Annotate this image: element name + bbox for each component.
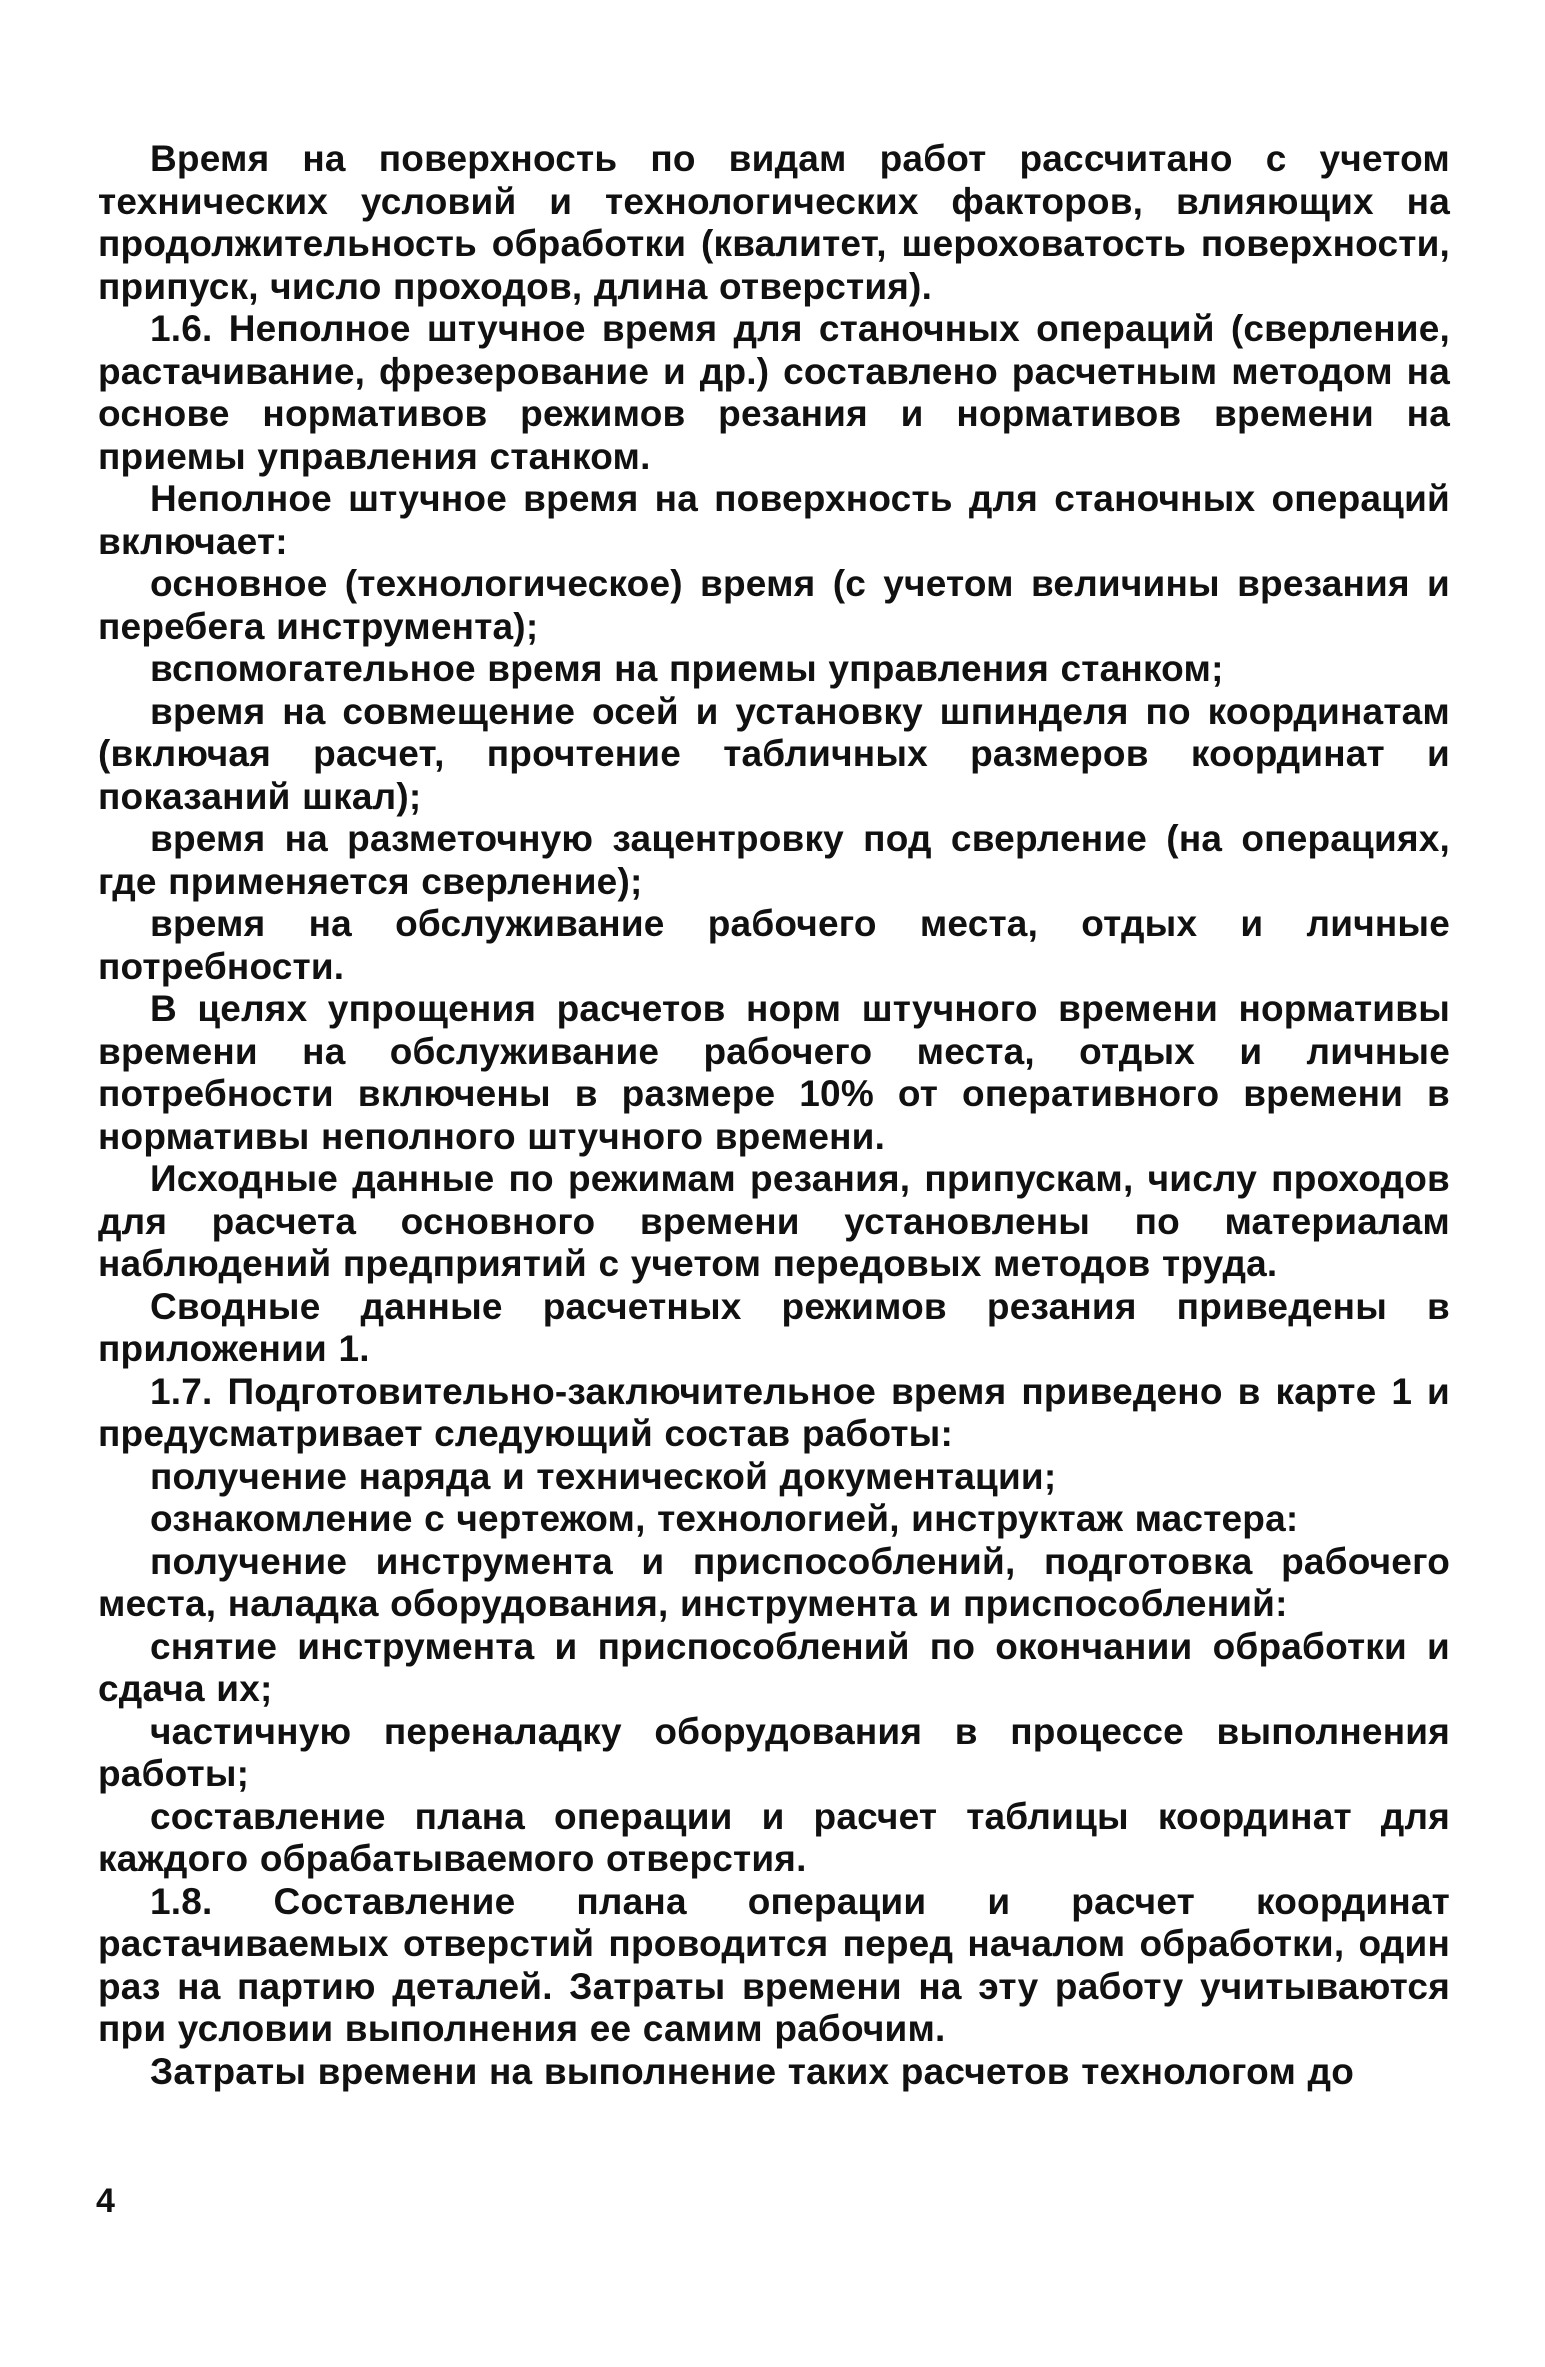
paragraph: получение инструмента и приспособлений, подготовка рабочего места, наладка оборудования, инструмента и приспособлений: <box>98 1540 1450 1624</box>
paragraph: снятие инструмента и приспособлений по окончании обработки и сдача их; <box>98 1625 1450 1709</box>
paragraph: частичную переналадку оборудования в процессе выполнения работы; <box>98 1710 1450 1794</box>
paragraph: 1.6. Неполное штучное время для станочных операций (сверление, растачивание, фрезерование и др.) составлено расчетным методом на основе нормативов режимов резания и нормативов времени на приемы управления станком. <box>98 308 1450 477</box>
paragraph: время на обслуживание рабочего места, отдых и личные потребности. <box>98 903 1450 987</box>
page-number: 4 <box>96 2182 115 2220</box>
paragraph: время на совмещение осей и установку шпинделя по координатам (включая расчет, прочтение табличных размеров координат и показаний шкал); <box>98 690 1450 817</box>
paragraph: основное (технологическое) время (с учетом величины врезания и перебега инструмента); <box>98 563 1450 647</box>
paragraph: получение наряда и технической документации; <box>150 1455 1057 1497</box>
paragraph: 1.8. Составление плана операции и расчет координат растачиваемых отверстий проводится перед началом обработки, один раз на партию деталей. Затраты времени на эту работу учитываются при условии выполнения ее самим рабочим. <box>98 1880 1450 2049</box>
body-text <box>98 138 1450 2093</box>
paragraph: Неполное штучное время на поверхность для станочных операций включает: <box>98 478 1450 562</box>
paragraph: Исходные данные по режимам резания, припускам, числу проходов для расчета основного времени установлены по материалам наблюдений предприятий с учетом передовых методов труда. <box>98 1158 1450 1284</box>
paragraph: Сводные данные расчетных режимов резания приведены в приложении 1. <box>98 1285 1450 1369</box>
paragraph: 1.7. Подготовительно-заключительное время приведено в карте 1 и предусматривает следующий состав работы: <box>98 1370 1450 1454</box>
paragraph: Время на поверхность по видам работ рассчитано с учетом технических условий и технологических факторов, влияющих на продолжительность обработки (квалитет, шероховатость поверхности, припуск, число проходов, длина отверстия). <box>98 138 1450 307</box>
paragraph: В целях упрощения расчетов норм штучного времени нормативы времени на обслуживание рабочего места, отдых и личные потребности включены в размере 10% от оперативного времени в нормативы неполного штучного времени. <box>98 988 1450 1157</box>
paragraph: вспомогательное время на приемы управления станком; <box>150 648 1224 689</box>
paragraph: составление плана операции и расчет таблицы координат для каждого обрабатываемого отверстия. <box>98 1795 1450 1879</box>
paragraph: Затраты времени на выполнение таких расчетов технологом до <box>150 2050 1355 2092</box>
paragraph: время на разметочную зацентровку под сверление (на операциях, где применяется сверление); <box>98 818 1450 902</box>
paragraph: ознакомление с чертежом, технологией, инструктаж мастера: <box>150 1498 1299 1539</box>
